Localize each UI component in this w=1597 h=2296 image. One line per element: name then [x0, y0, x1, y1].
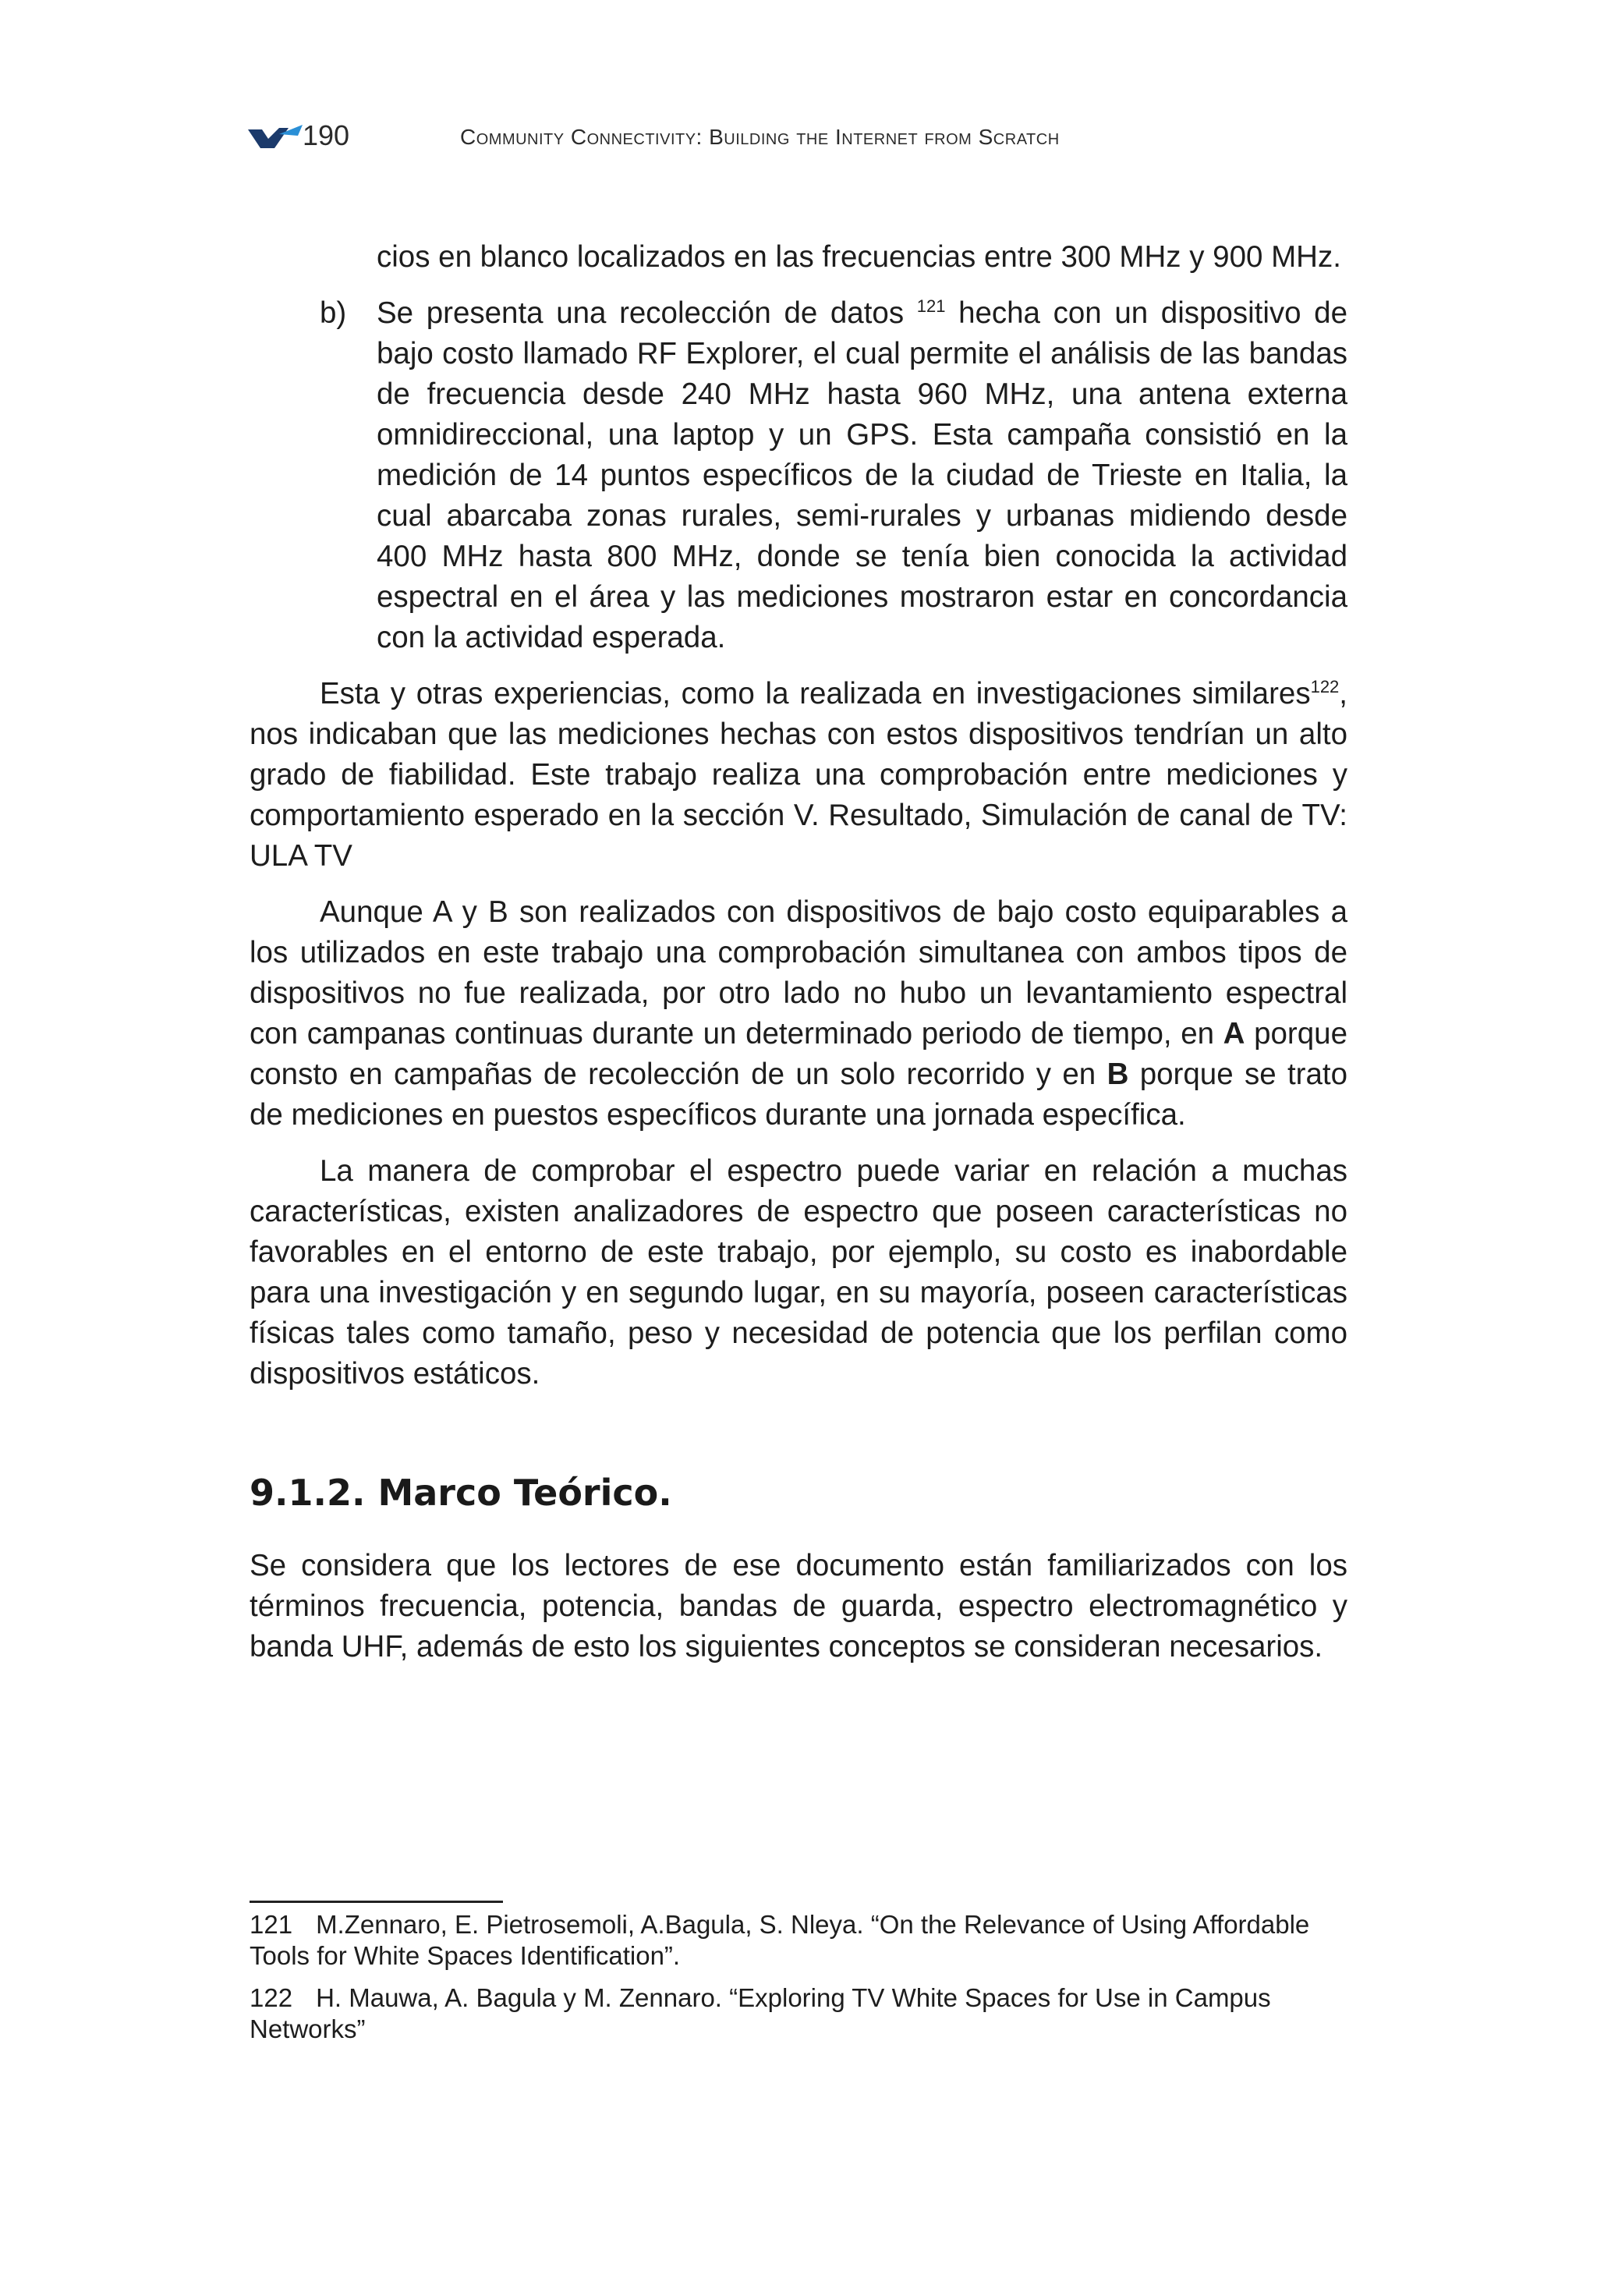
paragraph-comparison — [250, 892, 1347, 1136]
para1-text-end: , nos indicaban que las mediciones hechas con estos dispositivos tendrían un alto grado de fiabilidad. Este trabajo realiza una comprobación entre mediciones y comportamiento esperado en la sección V. Resultado, Simulación de canal de TV: ULA TV — [250, 677, 1347, 873]
publisher-logo-icon — [248, 122, 304, 153]
para1-text-start: Esta y otras experiencias, como la realizada en investigaciones similares — [320, 677, 1311, 710]
footnote-text: H. Mauwa, A. Bagula y M. Zennaro. “Exploring TV White Spaces for Use in Campus Networks” — [250, 1983, 1271, 2043]
bold-a: A — [1223, 1017, 1245, 1051]
paragraph-experiences — [250, 674, 1347, 877]
bold-b: B — [1107, 1058, 1129, 1091]
para2-part2: porque consto en campañas de recolección de un solo recorrido y en — [250, 1017, 1347, 1091]
footnotes — [250, 1901, 1347, 2056]
paragraph-theory: Se considera que los lectores de ese documento están familiarizados con los términos frecuencia, potencia, bandas de guarda, espectro electromagnético y banda UHF, además de esto los siguientes conceptos se consideran necesarios. — [250, 1549, 1347, 1664]
main-text — [250, 237, 1347, 1667]
continuation-text: cios en blanco localizados en las frecuencias entre 300 MHz y 900 MHz. — [377, 240, 1341, 274]
running-title: Community Connectivity: Building the Internet from Scratch — [460, 125, 1060, 149]
paragraph-spectrum: La manera de comprobar el espectro puede variar en relación a muchas características, existen analizadores de espectro que poseen características no favorables en el entorno de este trabajo, por ejemplo, su costo es inabordable para una investigación y en segundo lugar, en su mayoría, poseen características físicas tales como tamaño, peso y necesidad de potencia que los perfilan como dispositivos estáticos. — [250, 1154, 1347, 1391]
footnote-divider — [250, 1901, 503, 1903]
footnote-number: 122 — [250, 1983, 293, 2012]
para2-part3: porque se trato de mediciones en puestos específicos durante una jornada específica. — [250, 1058, 1348, 1132]
footnote-number: 121 — [250, 1910, 293, 1939]
para2-part1: Aunque A y B son realizados con dispositivos de bajo costo equiparables a los utilizados en este trabajo una comprobación simultanea con ambos tipos de dispositivos no fue realizada, por otro lado no hubo un levantamiento espectral con campanas continuas durante un determinado periodo de tiempo, en — [250, 895, 1347, 1051]
page-header — [248, 117, 1355, 156]
footnote-text: M.Zennaro, E. Pietrosemoli, A.Bagula, S. Nleya. “On the Relevance of Using Affordable Tools for White Spaces Identification”. — [250, 1910, 1310, 1970]
item-b-text-start: Se presenta una recolección de datos — [377, 296, 917, 330]
list-item-b — [250, 293, 1347, 658]
footnote-ref-121[interactable]: 121 — [916, 296, 946, 317]
footnote-122 — [250, 1982, 1347, 2045]
list-item-a-continuation — [250, 237, 1347, 278]
page-number: 190 — [303, 119, 350, 151]
footnote-121 — [250, 1909, 1347, 1972]
item-b-text-end: hecha con un dispositivo de bajo costo llamado RF Explorer, el cual permite el análisis de las bandas de frecuencia desde 240 MHz hasta 960 MHz, una antena externa omnidireccional, una laptop y un GPS. Esta campaña consistió en la medición de 14 puntos específicos de la ciudad de Trieste en Italia, la cual abarcaba zonas rurales, semi-rurales y urbanas midiendo desde 400 MHz hasta 800 MHz, donde se tenía bien conocida la actividad espectral en el área y las mediciones mostraron estar en concordancia con la actividad esperada. — [377, 296, 1347, 654]
section-heading: 9.1.2. Marco Teórico. — [250, 1472, 672, 1514]
footnote-ref-122[interactable]: 122 — [1310, 677, 1340, 697]
list-marker: b) — [320, 296, 347, 330]
